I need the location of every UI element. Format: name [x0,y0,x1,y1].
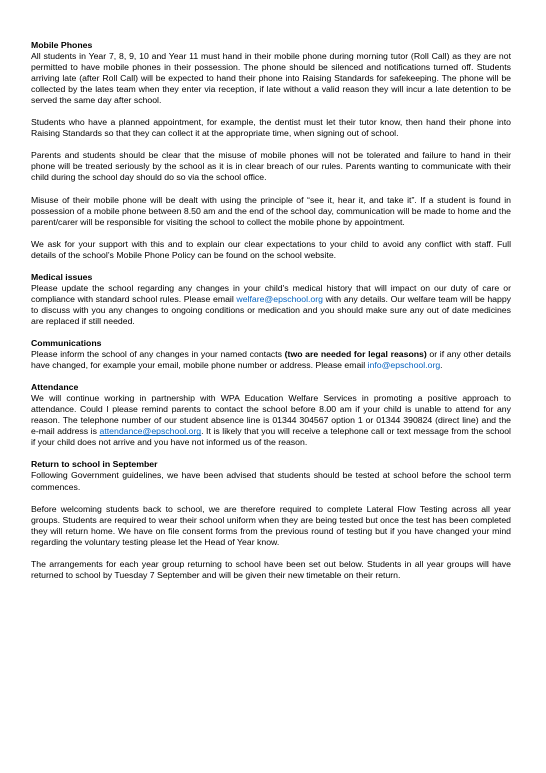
text-run: . [440,360,443,371]
section-heading: Attendance [31,382,79,393]
paragraph [31,283,511,327]
section-return-to-school [31,459,511,580]
paragraph: Students who have a planned appointment, for example, the dentist must let their tutor know, then hand their phone into Raising Standards so that they can collect it at the appropriate time, when signing out of school. [31,117,511,139]
text-run: Please update the school regarding any changes in your child's medical history that will impact on our duty of care or compliance with standard school rules. Please email [31,282,511,304]
section-heading: Mobile Phones [31,40,93,50]
paragraph: Before welcoming students back to school, we are therefore required to complete Lateral Flow Testing across all year groups. Students are required to wear their school uniform when they are being tested but once the test has been completed they will return home. We have on file consent forms from the previous round of testing but if you have changed your mind regarding the voluntary testing please let the Head of Year know. [31,503,511,547]
text-run: . It is likely that you will receive a telephone call or text message from the school if your child does not arrive and you have not informed us of the reason. [31,426,511,448]
section-heading: Communications [31,337,102,348]
paragraph: Misuse of their mobile phone will be dealt with using the principle of “see it, hear it, and take it”. If a student is found in possession of a mobile phone between 8.50 am and the end of the school day, communication will be made to home and the parent/carer will be responsible for visiting the school to collect the mobile phone by appointment. [31,194,511,227]
section-communications [31,338,511,371]
text-run: with any details. Our welfare team will be happy to discuss with you any changes to ongoing conditions or medication and you should make sure any out of date medicines are replaced if still needed. [31,293,512,326]
welfare-email-link[interactable]: welfare@epschool.org [236,293,323,304]
text-run: or if any other details have changed, for example your email, mobile phone number or address. Please email [31,349,511,371]
paragraph: Parents and students should be clear that the misuse of mobile phones will not be tolerated and failure to hand in their phone will be treated seriously by the school as it is in clear breach of our rules. Parents wanting to communicate with their child during the school day should do so via the school office. [31,150,511,183]
section-mobile-phones [31,40,511,261]
paragraph [31,349,511,371]
section-heading: Return to school in September [31,459,158,470]
attendance-email-link[interactable]: attendance@epschool.org [99,426,202,437]
section-attendance [31,382,511,448]
section-medical-issues [31,272,511,327]
paragraph: Following Government guidelines, we have been advised that students should be tested at school before the school term commences. [31,470,511,492]
document-page [31,40,511,592]
info-email-link[interactable]: info@epschool.org [367,360,441,371]
section-heading: Medical issues [31,271,93,282]
paragraph: The arrangements for each year group returning to school have been set out below. Students in all year groups will have returned to school by Tuesday 7 September and will be given their new timetable on their return. [31,558,511,580]
paragraph: All students in Year 7, 8, 9, 10 and Year 11 must hand in their mobile phone during morning tutor (Roll Call) as they are not permitted to have mobile phones in their possession. The phone should be silenced and notifications turned off. Students arriving late (after Roll Call) will be expected to hand their phone into Raising Standards for safekeeping. The phone will be collected by the lates team when they enter via reception, if late without a valid reason they will incur a late detention to be served the same day after school. [31,51,511,106]
paragraph: We ask for your support with this and to explain our clear expectations to your child to avoid any conflict with staff. Full details of the school’s Mobile Phone Policy can be found on the school website. [31,238,511,260]
paragraph [31,393,511,448]
text-run: Please inform the school of any changes in your named contacts [31,349,285,360]
text-run: We will continue working in partnership with WPA Education Welfare Services in promoting a positive approach to attendance. Could I please remind parents to contact the school before 8.00 am if your child is unable to attend for any reason. The telephone number of our student absence line is 01344 304567 option 1 or 01344 390824 (direct line) and the e-mail address is [31,393,511,437]
bold-text: (two are needed for legal reasons) [284,349,427,360]
